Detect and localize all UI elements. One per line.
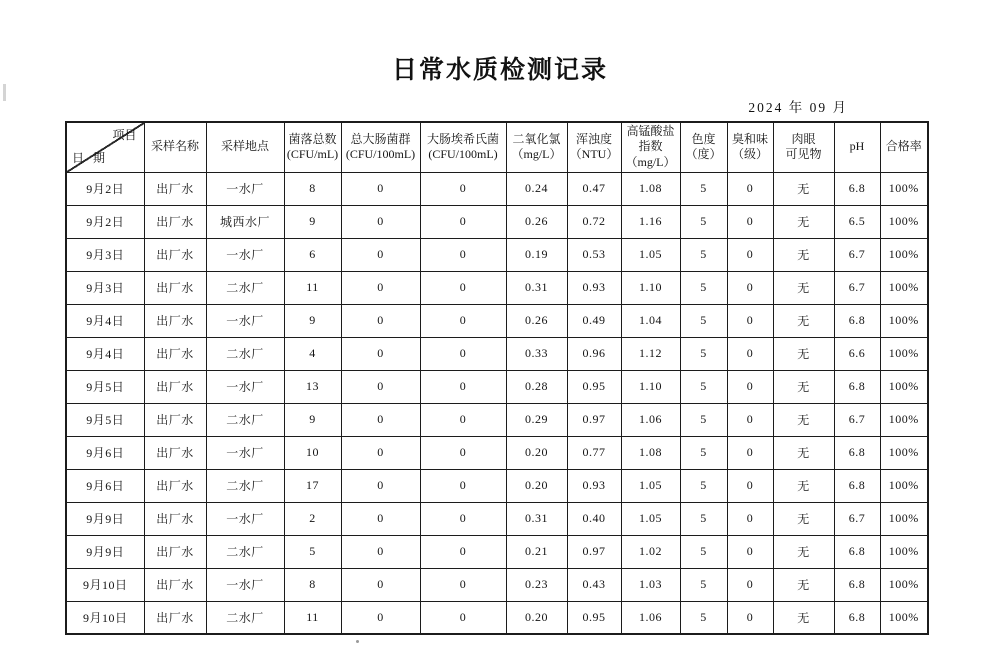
table-row: [66, 304, 928, 337]
table-cell: 0: [341, 271, 420, 304]
table-cell: 0: [341, 502, 420, 535]
table-cell: 6.8: [834, 535, 880, 568]
table-cell: 6.8: [834, 304, 880, 337]
table-cell: 1.06: [621, 403, 680, 436]
table-cell: 0: [420, 238, 506, 271]
table-cell: 无: [773, 172, 834, 205]
table-cell: 6.7: [834, 238, 880, 271]
table-cell: 6: [284, 238, 341, 271]
column-header: 浑浊度 （NTU）: [567, 122, 621, 172]
table-body: [66, 172, 928, 634]
table-cell: 100%: [880, 568, 928, 601]
table-cell: 0: [341, 469, 420, 502]
table-cell: 无: [773, 205, 834, 238]
table-cell: 0: [420, 205, 506, 238]
table-row: [66, 370, 928, 403]
table-cell: 9月6日: [66, 436, 144, 469]
table-cell: 1.04: [621, 304, 680, 337]
table-cell: 0.96: [567, 337, 621, 370]
table-cell: 0: [727, 469, 773, 502]
table-cell: 5: [680, 205, 727, 238]
table-cell: 1.08: [621, 436, 680, 469]
table-cell: 0.31: [506, 502, 567, 535]
column-header: 肉眼 可见物: [773, 122, 834, 172]
table-cell: 5: [680, 535, 727, 568]
table-cell: 出厂水: [144, 370, 206, 403]
table-cell: 一水厂: [206, 370, 284, 403]
table-cell: 100%: [880, 337, 928, 370]
table-cell: 6.6: [834, 337, 880, 370]
table-cell: 6.8: [834, 172, 880, 205]
table-cell: 0: [420, 271, 506, 304]
table-cell: 1.10: [621, 370, 680, 403]
table-cell: 0.93: [567, 469, 621, 502]
table-cell: 10: [284, 436, 341, 469]
table-cell: 0: [420, 502, 506, 535]
table-cell: 5: [680, 271, 727, 304]
table-cell: 100%: [880, 436, 928, 469]
table-cell: 9月10日: [66, 568, 144, 601]
table-row: [66, 502, 928, 535]
table-cell: 0.20: [506, 469, 567, 502]
table-cell: 9: [284, 304, 341, 337]
table-cell: 9月2日: [66, 172, 144, 205]
table-cell: 二水厂: [206, 601, 284, 634]
corner-label-date: 日 期: [72, 150, 109, 165]
table-cell: 5: [680, 238, 727, 271]
table-cell: 9月4日: [66, 304, 144, 337]
table-cell: 0.28: [506, 370, 567, 403]
table-cell: 出厂水: [144, 172, 206, 205]
table-cell: 0: [727, 535, 773, 568]
table-cell: 0: [341, 238, 420, 271]
column-header: 合格率: [880, 122, 928, 172]
table-cell: 100%: [880, 469, 928, 502]
table-row: [66, 469, 928, 502]
table-cell: 一水厂: [206, 304, 284, 337]
table-cell: 出厂水: [144, 271, 206, 304]
table-cell: 无: [773, 568, 834, 601]
table-cell: 0: [420, 337, 506, 370]
table-cell: 5: [680, 502, 727, 535]
table-cell: 0: [420, 370, 506, 403]
table-cell: 6.8: [834, 568, 880, 601]
table-cell: 0: [341, 370, 420, 403]
table-cell: 0.26: [506, 304, 567, 337]
table-cell: 5: [680, 568, 727, 601]
table-cell: 0: [727, 172, 773, 205]
table-row: [66, 337, 928, 370]
table-cell: 0: [341, 436, 420, 469]
table-cell: 5: [680, 469, 727, 502]
table-row: [66, 271, 928, 304]
table-cell: 无: [773, 601, 834, 634]
table-cell: 出厂水: [144, 568, 206, 601]
table-cell: 13: [284, 370, 341, 403]
table-cell: 1.05: [621, 238, 680, 271]
table-cell: 0.47: [567, 172, 621, 205]
table-cell: 0.93: [567, 271, 621, 304]
corner-header-cell: [66, 122, 144, 172]
table-cell: 0: [727, 271, 773, 304]
table-cell: 1.06: [621, 601, 680, 634]
table-cell: 9月5日: [66, 403, 144, 436]
table-cell: 5: [680, 403, 727, 436]
table-cell: 无: [773, 436, 834, 469]
table-row: [66, 436, 928, 469]
column-header: 色度 （度）: [680, 122, 727, 172]
table-cell: 6.5: [834, 205, 880, 238]
table-cell: 0: [727, 337, 773, 370]
table-row: [66, 238, 928, 271]
table-cell: 5: [680, 370, 727, 403]
table-cell: 1.08: [621, 172, 680, 205]
column-header: 采样地点: [206, 122, 284, 172]
table-cell: 0: [341, 205, 420, 238]
table-cell: 出厂水: [144, 304, 206, 337]
table-cell: 0: [420, 403, 506, 436]
table-cell: 无: [773, 304, 834, 337]
table-cell: 0.21: [506, 535, 567, 568]
table-cell: 0: [420, 568, 506, 601]
table-cell: 出厂水: [144, 205, 206, 238]
table-cell: 无: [773, 337, 834, 370]
column-header: 高锰酸盐 指数 （mg/L）: [621, 122, 680, 172]
table-cell: 0: [341, 568, 420, 601]
table-cell: 出厂水: [144, 337, 206, 370]
page-title: 日常水质检测记录: [391, 55, 608, 84]
table-cell: 0: [727, 238, 773, 271]
table-cell: 100%: [880, 304, 928, 337]
table-cell: 9月5日: [66, 370, 144, 403]
table-cell: 1.05: [621, 502, 680, 535]
table-cell: 二水厂: [206, 469, 284, 502]
table-cell: 5: [680, 172, 727, 205]
column-header: 总大肠菌群 (CFU/100mL): [341, 122, 420, 172]
table-cell: 100%: [880, 370, 928, 403]
table-row: [66, 403, 928, 436]
table-cell: 8: [284, 568, 341, 601]
table-cell: 0.95: [567, 601, 621, 634]
table-cell: 0: [341, 337, 420, 370]
column-header: 菌落总数 (CFU/mL): [284, 122, 341, 172]
table-cell: 二水厂: [206, 535, 284, 568]
table-cell: 0.19: [506, 238, 567, 271]
table-cell: 6.8: [834, 469, 880, 502]
table-cell: 6.8: [834, 601, 880, 634]
table-cell: 0.97: [567, 403, 621, 436]
column-header: pH: [834, 122, 880, 172]
table-cell: 0.31: [506, 271, 567, 304]
table-cell: 1.02: [621, 535, 680, 568]
table-cell: 4: [284, 337, 341, 370]
table-cell: 100%: [880, 271, 928, 304]
table-cell: 9: [284, 403, 341, 436]
record-date: 2024 年 09 月: [748, 100, 848, 115]
table-cell: 9月2日: [66, 205, 144, 238]
table-row: [66, 172, 928, 205]
scan-artifact-line: [3, 84, 6, 101]
table-cell: 0: [341, 535, 420, 568]
table-cell: 0.49: [567, 304, 621, 337]
table-cell: 9月9日: [66, 535, 144, 568]
column-header: 大肠埃希氏菌 (CFU/100mL): [420, 122, 506, 172]
table-cell: 0: [420, 172, 506, 205]
header-row: [66, 122, 928, 172]
table-cell: 100%: [880, 535, 928, 568]
table-row: [66, 568, 928, 601]
table-cell: 1.12: [621, 337, 680, 370]
table-cell: 0: [727, 436, 773, 469]
table-cell: 8: [284, 172, 341, 205]
table-cell: 100%: [880, 502, 928, 535]
table-cell: 0.24: [506, 172, 567, 205]
table-cell: 5: [680, 304, 727, 337]
table-cell: 0: [341, 403, 420, 436]
table-cell: 100%: [880, 601, 928, 634]
table-cell: 1.16: [621, 205, 680, 238]
table-cell: 6.8: [834, 370, 880, 403]
table-cell: 6.7: [834, 502, 880, 535]
table-cell: 二水厂: [206, 271, 284, 304]
table-cell: 5: [680, 436, 727, 469]
table-cell: 100%: [880, 403, 928, 436]
table-cell: 100%: [880, 205, 928, 238]
table-cell: 0.26: [506, 205, 567, 238]
table-cell: 0.72: [567, 205, 621, 238]
table-cell: 0: [420, 304, 506, 337]
table-cell: 9月3日: [66, 271, 144, 304]
table-cell: 5: [680, 601, 727, 634]
table-cell: 0.20: [506, 601, 567, 634]
table-cell: 0: [341, 172, 420, 205]
table-cell: 6.7: [834, 403, 880, 436]
table-cell: 9月3日: [66, 238, 144, 271]
table-row: [66, 205, 928, 238]
table-row: [66, 535, 928, 568]
table-cell: 0: [727, 502, 773, 535]
column-header: 二氧化氯 （mg/L）: [506, 122, 567, 172]
table-cell: 0.53: [567, 238, 621, 271]
table-cell: 0: [727, 304, 773, 337]
table-cell: 5: [284, 535, 341, 568]
table-cell: 出厂水: [144, 403, 206, 436]
table-cell: 1.10: [621, 271, 680, 304]
table-cell: 0.20: [506, 436, 567, 469]
table-cell: 17: [284, 469, 341, 502]
table-cell: 出厂水: [144, 238, 206, 271]
table-cell: 出厂水: [144, 601, 206, 634]
table-cell: 0.33: [506, 337, 567, 370]
table-cell: 无: [773, 502, 834, 535]
table-cell: 0: [341, 601, 420, 634]
table-cell: 9月6日: [66, 469, 144, 502]
table-cell: 一水厂: [206, 502, 284, 535]
table-cell: 0: [727, 370, 773, 403]
table-cell: 二水厂: [206, 337, 284, 370]
table-cell: 一水厂: [206, 568, 284, 601]
table-cell: 9月4日: [66, 337, 144, 370]
table-row: [66, 601, 928, 634]
table-cell: 0: [420, 436, 506, 469]
table-cell: 0: [420, 601, 506, 634]
table-cell: 0.29: [506, 403, 567, 436]
table-cell: 100%: [880, 172, 928, 205]
table-cell: 0.77: [567, 436, 621, 469]
corner-label-item: 项目: [112, 128, 137, 142]
scan-artifact-dot: [356, 640, 359, 643]
table-cell: 0: [727, 205, 773, 238]
table-cell: 100%: [880, 238, 928, 271]
water-quality-table: [65, 121, 929, 635]
table-cell: 二水厂: [206, 403, 284, 436]
column-header: 臭和味 （级）: [727, 122, 773, 172]
table-cell: 0: [420, 469, 506, 502]
table-cell: 6.8: [834, 436, 880, 469]
table-cell: 0: [727, 601, 773, 634]
table-cell: 0.95: [567, 370, 621, 403]
table-cell: 0.97: [567, 535, 621, 568]
table-cell: 6.7: [834, 271, 880, 304]
table-cell: 无: [773, 271, 834, 304]
table-cell: 0.40: [567, 502, 621, 535]
table-cell: 0.43: [567, 568, 621, 601]
table-cell: 11: [284, 271, 341, 304]
table-cell: 出厂水: [144, 502, 206, 535]
table-cell: 一水厂: [206, 436, 284, 469]
table-cell: 出厂水: [144, 535, 206, 568]
table-cell: 一水厂: [206, 238, 284, 271]
table-cell: 9月9日: [66, 502, 144, 535]
table-cell: 无: [773, 535, 834, 568]
table-cell: 无: [773, 403, 834, 436]
table-cell: 0: [341, 304, 420, 337]
table-cell: 1.05: [621, 469, 680, 502]
table-cell: 无: [773, 370, 834, 403]
table-cell: 出厂水: [144, 436, 206, 469]
table-cell: 2: [284, 502, 341, 535]
table-cell: 9: [284, 205, 341, 238]
table-cell: 1.03: [621, 568, 680, 601]
table-cell: 0: [420, 535, 506, 568]
column-header: 采样名称: [144, 122, 206, 172]
table-cell: 9月10日: [66, 601, 144, 634]
table-cell: 0: [727, 403, 773, 436]
table-cell: 0: [727, 568, 773, 601]
table-cell: 一水厂: [206, 172, 284, 205]
table-cell: 无: [773, 238, 834, 271]
table-cell: 出厂水: [144, 469, 206, 502]
table-cell: 0.23: [506, 568, 567, 601]
table-cell: 5: [680, 337, 727, 370]
table-cell: 城西水厂: [206, 205, 284, 238]
table-cell: 无: [773, 469, 834, 502]
table-cell: 11: [284, 601, 341, 634]
